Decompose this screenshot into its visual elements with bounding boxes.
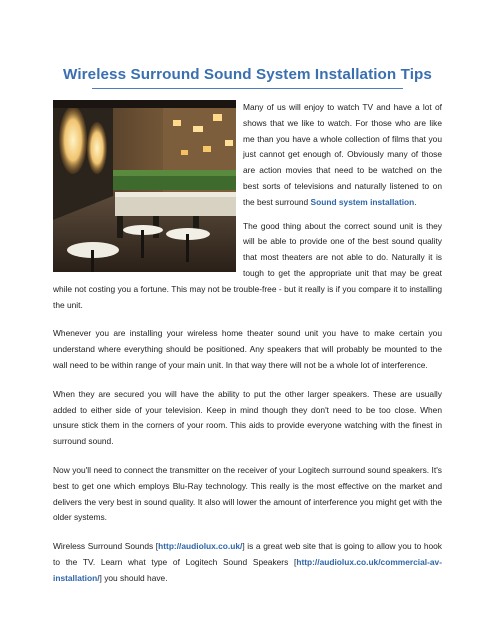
paragraph-2: The good thing about the correct sound unit is they will be able to provide one of the best sound quality that most theaters are not able to do. Naturally it is tough to get the appropriate unit that may be great while not costing you a fortune. This may not be trouble-free - but it really is if you compare it to installing the unit. <box>53 220 442 310</box>
title-underline <box>92 88 403 89</box>
paragraph-1-end: . <box>414 196 417 207</box>
page-title: Wireless Surround Sound System Installation Tips <box>63 66 432 83</box>
restaurant-photo <box>53 100 236 272</box>
audiolux-home-link[interactable]: http://audiolux.co.uk/ <box>158 541 243 552</box>
paragraph-6-text-b: ] is a great web site that is going to allow you to hook to the TV. Learn what type of Logitech Sound Speakers [ <box>53 541 442 567</box>
paragraph-6-text-c: ] you should have. <box>99 572 168 583</box>
article-body <box>53 100 442 600</box>
sound-system-installation-keyword: Sound system installation <box>310 196 415 207</box>
paragraph-1-text: Many of us will enjoy to watch TV and have a lot of shows that we like to watch. For those who are like me than you have a whole collection of films that you just cannot get enough of. Obviously many of those are action movies that need to be watched on the best sorts of televisions and naturally listened to on the best surround <box>243 102 442 207</box>
paragraph-3: Whenever you are installing your wireless home theater sound unit you have to make certain you understand where everything should be positioned. Any speakers that will probably be mounted to the wall need to be within range of your main unit. In that way there will not be a whole lot of interference. <box>53 328 442 370</box>
paragraph-5: Now you'll need to connect the transmitter on the receiver of your Logitech surround sound speakers. It's best to get one which employs Blu-Ray technology. This really is the most effective on the market and delivers the very best in sound quality. It also will lower the amount of interference you might get with the older systems. <box>53 464 442 523</box>
paragraph-6-text-a: Wireless Surround Sounds [ <box>53 541 159 552</box>
audiolux-commercial-link[interactable]: http://audiolux.co.uk/commercial-av-installation/ <box>53 556 442 583</box>
paragraph-4: When they are secured you will have the ability to put the other larger speakers. These are usually added to either side of your television. Keep in mind though they don't need to be too close. When unsure stick them in the corners of your room. This aids to provide everyone watching with the finest in surround sound. <box>53 388 442 447</box>
paragraph-6 <box>53 539 442 586</box>
